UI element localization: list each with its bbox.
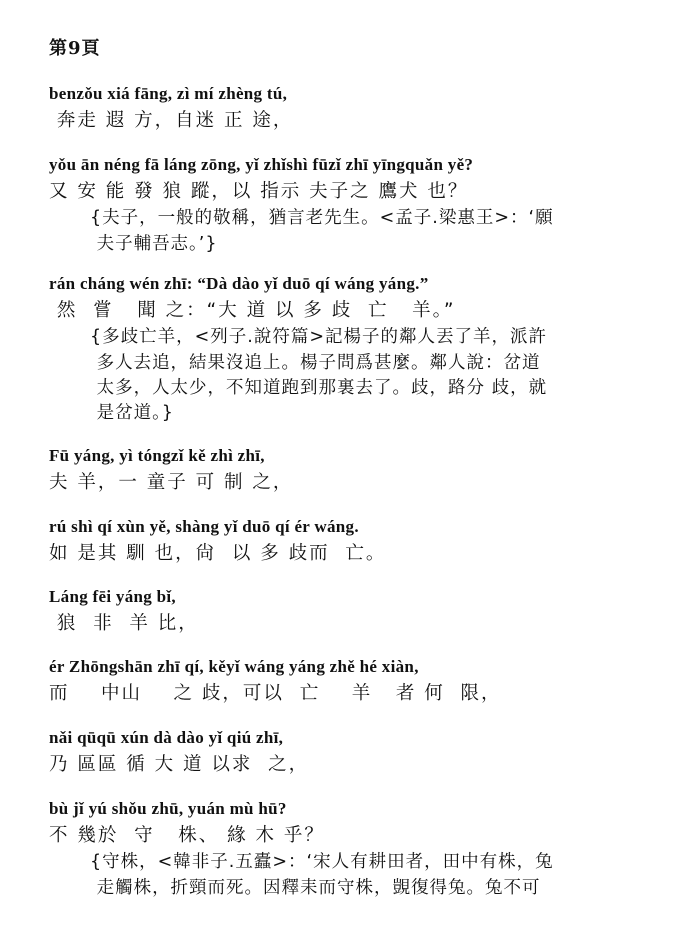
hanzi-line: 然 嘗 聞 之：“大 道 以 多 歧 亡 羊。” <box>49 300 456 321</box>
annotation-line: 是岔道。} <box>90 403 174 423</box>
pinyin-line: yǒu ān néng fā láng zōng, yǐ zhǐshì fūzǐ zhī yīngquǎn yě? <box>49 155 474 174</box>
pinyin-line: Fū yáng, yì tóngzǐ kě zhì zhī, <box>49 446 265 465</box>
pinyin-line: bù jǐ yú shǒu zhū, yuán mù hū? <box>49 799 287 818</box>
hanzi-line: 如 是其 馴 也，尙 以 多 歧而 亡。 <box>49 543 387 564</box>
pinyin-line: ér Zhōngshān zhī qí, kěyǐ wáng yáng zhě hé xiàn, <box>49 657 419 676</box>
page-label: 第9頁 <box>49 38 101 59</box>
pinyin-line: Láng fēi yáng bǐ, <box>49 587 176 606</box>
pinyin-line: rán cháng wén zhī: “Dà dào yǐ duō qí wáng yáng.” <box>49 274 429 293</box>
hanzi-line: 狼 非 羊 比， <box>49 613 199 634</box>
annotation-line: 太多，人太少，不知道跑到那裏去了。歧，路分 歧，就 <box>90 378 548 398</box>
hanzi-line: 而 中山 之 歧，可以 亡 羊 者 何 限， <box>49 683 502 704</box>
pinyin-line: rú shì qí xùn yě, shàng yǐ duō qí ér wáng. <box>49 517 359 536</box>
pinyin-line: nǎi qūqū xún dà dào yǐ qiú zhī, <box>49 728 284 747</box>
hanzi-line: 奔走 遐 方，自迷 正 途， <box>49 110 294 131</box>
pinyin-line: benzǒu xiá fāng, zì mí zhèng tú, <box>49 84 288 103</box>
annotation-line: {夫子，一般的敬稱，猶言老先生。<孟子.梁惠王>：‘願 <box>90 208 554 228</box>
annotation-line: 走觸株，折頸而死。因釋耒而守株，覬復得兔。兔不可 <box>90 878 541 898</box>
annotation-line: {多歧亡羊，<列子.說符篇>記楊子的鄰人丟了羊，派許 <box>90 327 548 347</box>
hanzi-line: 乃 區區 循 大 道 以求 之， <box>49 754 310 775</box>
hanzi-line: 不 幾於 守 株、 緣 木 乎？ <box>49 825 325 846</box>
annotation-line: {守株，<韓非子.五蠹>：‘宋人有耕田者，田中有株，兔 <box>90 852 554 872</box>
annotation-line: 夫子輔吾志。’} <box>90 234 218 254</box>
hanzi-line: 又 安 能 發 狼 蹤，以 指示 夫子之 鷹犬 也？ <box>49 181 469 202</box>
hanzi-line: 夫 羊，一 童子 可 制 之， <box>49 472 294 493</box>
annotation-line: 多人去追，結果沒追上。楊子問爲甚麼。鄰人說：岔道 <box>90 353 541 373</box>
